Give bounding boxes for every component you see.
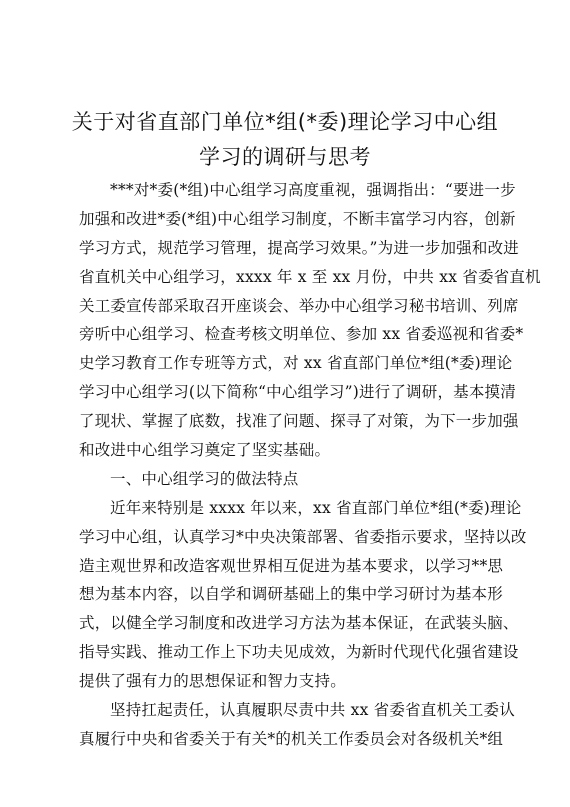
paragraph-line: 坚持扛起责任，认真履职尽责中共 xx 省委省直机关工委认 [110, 701, 515, 720]
paragraph-line: 和改进中心组学习奠定了坚实基础。 [79, 441, 331, 460]
paragraph-line: 旁听中心组学习、检查考核文明单位、参加 xx 省委巡视和省委* [79, 325, 524, 344]
paragraph-line: 近年来特别是 xxxx 年以来，xx 省直部门单位*组(*委)理论 [110, 498, 522, 517]
paragraph-line: 造主观世界和改造客观世界相互促进为基本要求，以学习**思 [79, 556, 504, 575]
paragraph-line: 指导实践、推动工作上下功夫见成效，为新时代现代化强省建设 [79, 643, 519, 662]
paragraph-line: 学习中心组，认真学习*中央决策部署、省委指示要求，坚持以改 [79, 527, 527, 546]
paragraph-line: ***对*委(*组)中心组学习高度重视，强调指出：“要进一步 [110, 181, 516, 199]
paragraph-line: 了现状、掌握了底数，找准了问题、探寻了对策，为下一步加强 [79, 412, 519, 431]
paragraph-line: 学习中心组学习(以下简称“中心组学习”)进行了调研，基本摸清 [79, 383, 516, 402]
paragraph-line: 省直机关中心组学习，xxxx 年 x 至 xx 月份，中共 xx 省委省直机 [79, 267, 541, 286]
document-body [79, 176, 541, 754]
paragraph-line: 学习方式，规范学习管理，提高学习效果。”为进一步加强和改进 [79, 238, 519, 257]
paragraph-line: 加强和改进*委(*组)中心组学习制度，不断丰富学习内容，创新 [79, 209, 516, 228]
document-title-line-1: 关于对省直部门单位*组(*委)理论学习中心组 [71, 110, 499, 134]
paragraph-line: 史学习教育工作专班等方式，对 xx 省直部门单位*组(*委)理论 [79, 354, 513, 373]
paragraph-line: 想为基本内容，以自学和调研基础上的集中学习研讨为基本形 [79, 585, 503, 604]
document-title-line-2: 学习的调研与思考 [199, 145, 371, 169]
paragraph-line: 真履行中央和省委关于有关*的机关工作委员会对各级机关*组 [79, 729, 504, 748]
paragraph-line: 提供了强有力的思想保证和智力支持。 [79, 672, 346, 691]
paragraph-line: 关工委宣传部采取召开座谈会、举办中心组学习秘书培训、列席 [79, 296, 519, 315]
paragraph-line: 式，以健全学习制度和改进学习方法为基本保证，在武装头脑、 [79, 614, 519, 633]
section-heading: 一、中心组学习的做法特点 [110, 469, 299, 488]
